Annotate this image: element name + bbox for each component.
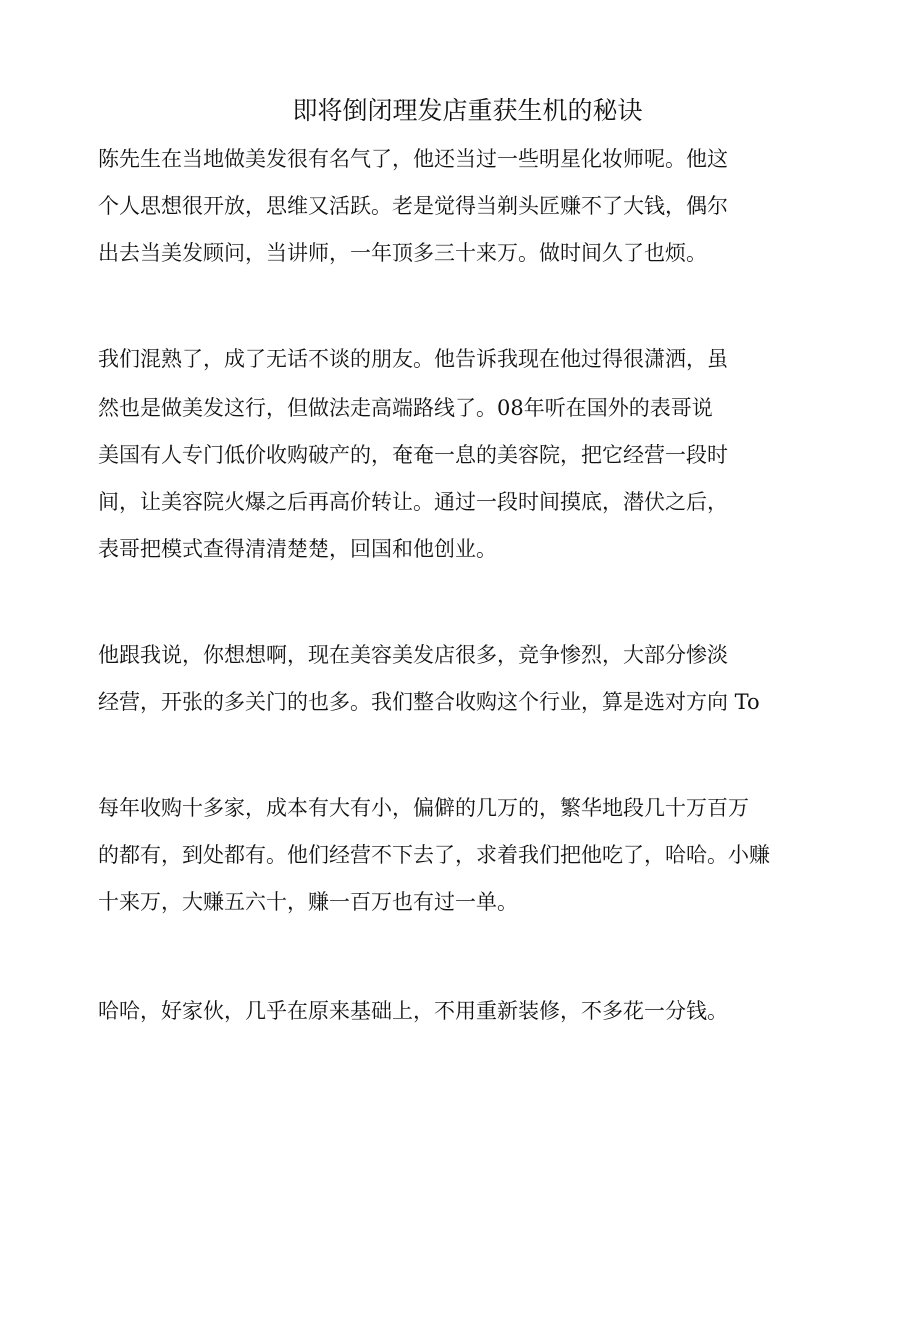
paragraph-line: 表哥把模式查得清清楚楚，回国和他创业。 — [98, 537, 497, 561]
paragraph-line: 每年收购十多家，成本有大有小，偏僻的几万的，繁华地段几十万百万 — [98, 796, 749, 820]
paragraph-line: 十来万，大赚五六十，赚一百万也有过一单。 — [98, 890, 518, 914]
paragraph-line: 美国有人专门低价收购破产的，奄奄一息的美容院，把它经营一段时 — [98, 443, 728, 467]
paragraph-line: 然也是做美发这行，但做法走高端路线了。08年听在国外的表哥说 — [98, 396, 713, 420]
paragraph-line: 我们混熟了，成了无话不谈的朋友。他告诉我现在他过得很潇洒，虽 — [98, 347, 728, 371]
paragraph-line: 个人思想很开放，思维又活跃。老是觉得当剃头匠赚不了大钱，偶尔 — [98, 194, 728, 218]
paragraph-line: 的都有，到处都有。他们经营不下去了，求着我们把他吃了，哈哈。小赚 — [98, 843, 770, 867]
document-title: 即将倒闭理发店重获生机的秘诀 — [292, 96, 643, 125]
paragraph-line: 他跟我说，你想想啊，现在美容美发店很多，竞争惨烈，大部分惨淡 — [98, 643, 728, 667]
paragraph-line: 出去当美发顾问，当讲师，一年顶多三十来万。做时间久了也烦。 — [98, 241, 707, 265]
paragraph-line: 陈先生在当地做美发很有名气了，他还当过一些明星化妆师呢。他这 — [98, 147, 728, 171]
paragraph-line: 间，让美容院火爆之后再高价转让。通过一段时间摸底，潜伏之后， — [98, 490, 728, 514]
paragraph-line: 经营，开张的多关门的也多。我们整合收购这个行业，算是选对方向 To — [98, 690, 760, 714]
paragraph-line: 哈哈，好家伙，几乎在原来基础上，不用重新装修，不多花一分钱。 — [98, 999, 728, 1023]
